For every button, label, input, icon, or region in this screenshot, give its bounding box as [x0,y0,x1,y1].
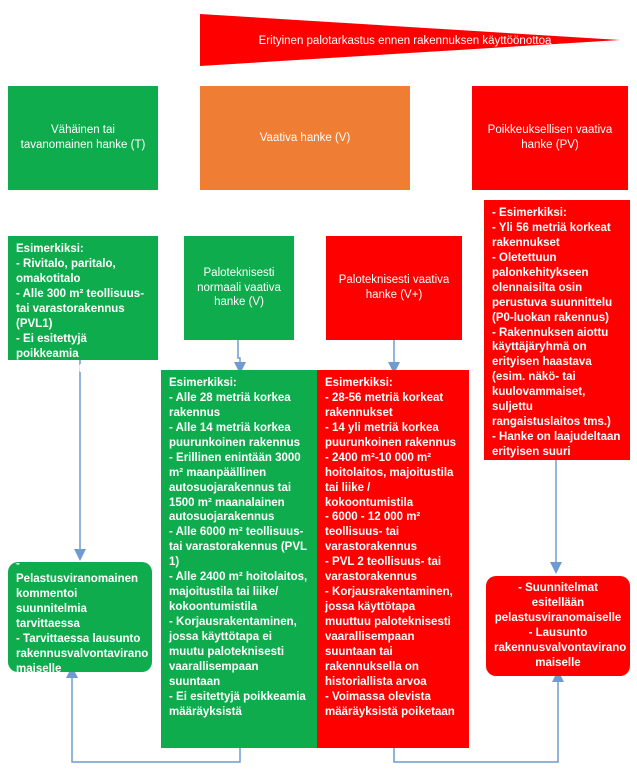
list-item: - Voimassa olevista määräyksistä poiketaan [325,690,455,718]
list-item: - 2400 m²-10 000 m² hoitolaitos, majoitustila tai liike / kokoontumistila [325,451,454,509]
list-item: - Yli 56 metriä korkeat rakennukset [492,221,611,249]
outcome-right [486,576,630,676]
list-item: - 14 yli metriä korkea puurunkoinen rakennus [325,421,456,449]
list-item: - 6000 - 12 000 m² teollisuus- tai varastorakennus [325,511,421,554]
category-minor-label: Vähäinen tai tavanomainen hanke (T) [20,124,146,151]
list-item: - Hanke on laajudeltaan erityisen suuri [492,431,621,458]
list-item: - Alle 14 metriä korkea puurunkoinen rakennus [169,421,300,449]
outcome-left [8,558,152,675]
list-item: - Alle 2400 m² hoitolaitos, majoitustila tai liike/ kokoontumistila [169,571,308,614]
list-item: - Ei esitettyjä poikkeamia määräyksistä [169,690,306,718]
category-exceptional-label: Poikkeuksellisen vaativa hanke (PV) [487,124,613,151]
list-item: - Tarvittaessa lausunto rakennusvalvontavirano maiselle [16,632,149,675]
list-item: - Korjausrakentaminen, jossa käyttötapa muuttuu paloteknisesti vaarallisempaan suuntaan tai rakennuksella on historiallista arvoa [325,586,453,688]
list-item: - Pelastusviranomainen kommentoi suunnitelmia tarvittaessa [16,558,139,630]
category-demanding [200,86,410,190]
list-item: - Erillinen enintään 3000 m² maanpäällinen autosuojarakennus tai 1500 m² maanalainen autosuojarakennus [169,451,301,524]
list-item: - Rivitalo, paritalo, omakotitalo [16,257,116,285]
exceptional-examples [484,200,630,460]
list-item: - Oletettuun palonkehitykseen olennaisilta osin perustuva suunnittelu (P0-luokan rakennus) [492,251,613,324]
list-item: - Lausunto rakennusvalvontavirano maiselle [494,627,627,669]
demanding-examples-label: Esimerkiksi: [325,377,393,389]
list-item: - Alle 28 metriä korkea rakennus [169,391,291,419]
exceptional-examples-label: - Esimerkiksi: [492,207,567,219]
category-exceptional [472,86,628,190]
fire-demanding-label: Paloteknisesti vaativa hanke (V+) [338,274,450,301]
category-minor [8,86,158,190]
normal-examples-label: Esimerkiksi: [169,377,237,389]
list-item: - Rakennuksen aiottu käyttäjäryhmä on erityisen haastava (esim. näkö- tai kuulovammaiset, suljettu rangaistuslaitos tms.) [492,326,611,429]
category-demanding-label: Vaativa hanke (V) [259,131,351,144]
fire-demanding-category [326,236,462,340]
list-item: - Suunnitelmat esitellään pelastusviranomaiselle [494,582,622,625]
list-item: - PVL 2 teollisuus- tai varastorakennus [325,556,442,584]
fire-normal-category [184,236,294,340]
list-item: - Alle 300 m² teollisuus- tai varastorakennus (PVL1) [16,287,145,330]
list-item: - Korjausrakentaminen, jossa käyttötapa ei muutu paloteknisesti vaarallisempaan suuntaan [169,616,297,688]
minor-examples-label: Esimerkiksi: [16,243,84,255]
list-item: - 28-56 metriä korkeat rakennukset [325,391,444,419]
banner-label: Erityinen palotarkastus ennen rakennuksen käyttöönottoa [258,35,552,47]
list-item: - Alle 6000 m² teollisuus- tai varastorakennus (PVL 1) [169,526,307,569]
minor-examples [8,236,158,375]
fire-normal-label: Paloteknisesti normaali vaativa hanke (V) [197,266,281,309]
list-item: - Ei esitettyjä poikkeamia määräyksistä [16,332,89,375]
demanding-examples [317,370,469,748]
normal-examples [161,370,317,748]
